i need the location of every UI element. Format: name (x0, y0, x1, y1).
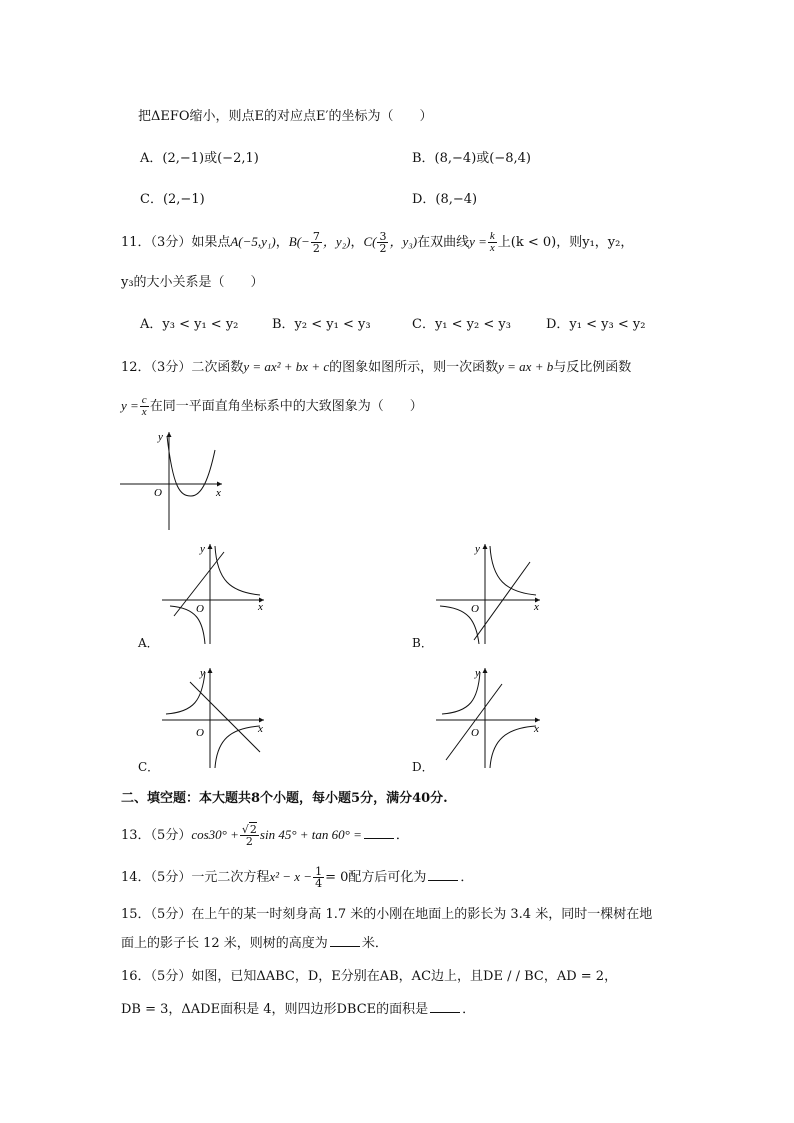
origin-label: O (196, 727, 204, 739)
q13-line (121, 824, 409, 847)
q13-post: ． (395, 828, 409, 843)
q11-point-a: A(−5,y₁) (230, 234, 276, 249)
q13-f2: sin 45° + tan 60° = (259, 827, 362, 842)
q12-graph-c (160, 664, 270, 772)
q11-line1 (121, 231, 633, 254)
q13-frac-den: 2 (245, 835, 253, 848)
section2-title: 二、填空题：本大题共8个小题，每小题5分，满分40分. (121, 791, 448, 806)
y-label: y (200, 667, 205, 679)
q12-line2 (121, 395, 423, 418)
x-label: x (258, 723, 263, 735)
x-label: x (216, 487, 221, 499)
q14-post: ． (460, 870, 474, 885)
q11-point-c-frac (377, 231, 388, 254)
q11-cond: 上(k < 0)，则y₁，y₂， (497, 235, 634, 250)
q11-point-c-post: ，y₃) (389, 234, 418, 249)
linear-line (446, 684, 502, 760)
q11-point-c-den: 2 (379, 242, 387, 255)
q12-line1-post: 与反比例函数 (553, 360, 632, 375)
q13-f1: cos30° + (191, 827, 239, 842)
y-label: y (475, 667, 480, 679)
q11-curve-num: k (489, 230, 495, 242)
hyperbola-branch-q4 (490, 726, 536, 768)
origin-label: O (196, 603, 204, 615)
q12-label-d[interactable]: D． (412, 760, 434, 774)
q10-stem: 把ΔEFO缩小，则点E的对应点E′的坐标为（ ） (138, 109, 433, 124)
y-label: y (158, 431, 163, 443)
q13-frac-num: √2 (241, 823, 257, 836)
y-axis-arrow (483, 544, 488, 549)
x-label: x (534, 601, 539, 613)
q11-on: 在双曲线 (417, 235, 470, 250)
q12-line1-pre: 12．（3分）二次函数 (121, 360, 244, 375)
q12-label-b[interactable]: B． (412, 636, 433, 650)
linear-line (190, 682, 260, 752)
q14-frac-den: 4 (315, 877, 323, 890)
q15-line2-post: 米． (361, 936, 388, 951)
q11-point-b-pre: B(− (288, 234, 310, 249)
q12-graph-b (434, 540, 546, 648)
q13-answer-blank[interactable] (364, 826, 394, 839)
q14-pre: 14．（5分）一元二次方程 (121, 870, 270, 885)
q15-line2 (121, 934, 388, 953)
q16-line2-pre: DB = 3，ΔADE面积是 4，则四边形DBCE的面积是 (121, 1002, 429, 1017)
q10-option-d[interactable]: D．(8,−4) (412, 192, 478, 207)
q11-option-d[interactable]: D．y₁ < y₃ < y₂ (546, 317, 646, 332)
q11-option-b[interactable]: B．y₂ < y₁ < y₃ (272, 317, 371, 332)
q13-frac (240, 824, 259, 847)
q12-graph-d (434, 664, 546, 772)
q11-option-a[interactable]: A．y₃ < y₁ < y₂ (140, 317, 239, 332)
q11-point-b-post: ，y₂) (322, 234, 351, 249)
origin-label: O (471, 603, 479, 615)
q12-inverse-pre: y = (121, 398, 139, 413)
y-axis-arrow (208, 544, 213, 549)
q12-inverse-frac (140, 395, 149, 418)
q11-curve-frac (488, 231, 497, 254)
q12-graph-a (160, 540, 270, 648)
q12-inverse-num: c (141, 394, 147, 406)
q12-linear: y = ax + b (498, 359, 554, 374)
q14-frac-num: 1 (315, 865, 323, 878)
q16-line1: 16．（5分）如图，已知ΔABC，D，E分别在AB，AC边上，且DE / / BC，AD = 2， (121, 969, 618, 984)
x-label: x (534, 723, 539, 735)
q12-inverse-den: x (141, 406, 147, 418)
q12-label-a[interactable]: A． (138, 636, 159, 650)
q10-option-c[interactable]: C．(2,−1) (140, 192, 205, 207)
q13-sqrt-radicand: 2 (249, 823, 257, 836)
q12-quadratic: y = ax² + bx + c (243, 359, 330, 374)
x-axis-arrow (217, 482, 222, 487)
q11-line2: y₃的大小关系是（ ） (121, 275, 264, 290)
q14-f2: = 0配方后可化为 (325, 870, 427, 885)
q11-sep1: ， (275, 235, 289, 250)
y-axis-arrow (208, 668, 213, 673)
q16-line2-post: ． (462, 1002, 476, 1017)
origin-label: O (154, 487, 162, 499)
q10-option-b[interactable]: B．(8,−4)或(−8,4) (412, 151, 531, 166)
q12-label-c[interactable]: C． (138, 760, 160, 774)
q16-line2 (121, 1000, 475, 1019)
q11-point-c-pre: C( (363, 234, 377, 249)
y-label: y (475, 543, 480, 555)
q12-line2-post: 在同一平面直角坐标系中的大致图象为（ ） (149, 399, 423, 414)
q11-number: 11．（3分）如果点 (121, 235, 231, 250)
q16-answer-blank[interactable] (430, 1000, 460, 1013)
x-label: x (258, 601, 263, 613)
q11-option-c[interactable]: C．y₁ < y₂ < y₃ (412, 317, 511, 332)
q12-line1 (121, 358, 631, 377)
parabola-curve (167, 436, 215, 496)
x-axis-arrow (535, 718, 540, 723)
origin-label: O (471, 727, 479, 739)
q14-frac (313, 866, 324, 889)
y-axis-arrow (483, 668, 488, 673)
hyperbola-branch-q1 (490, 546, 536, 595)
q15-line1: 15．（5分）在上午的某一时刻身高 1.7 米的小刚在地面上的影长为 3.4 米，同时一棵树在地 (121, 907, 653, 922)
q11-curve-pre: y = (469, 234, 487, 249)
hyperbola-branch-q4 (215, 726, 260, 768)
q15-answer-blank[interactable] (330, 934, 360, 947)
q15-line2-pre: 面上的影子长 12 米，则树的高度为 (121, 936, 328, 951)
q14-f1: x² − x − (269, 869, 313, 884)
x-axis-arrow (259, 718, 264, 723)
q11-point-b-num: 7 (312, 230, 320, 243)
q11-curve-den: x (489, 242, 495, 254)
q14-answer-blank[interactable] (428, 868, 458, 881)
hyperbola-branch-q1 (215, 546, 260, 595)
q11-point-b-frac (311, 231, 322, 254)
q11-point-b-den: 2 (312, 242, 320, 255)
y-label: y (200, 543, 205, 555)
q10-option-a[interactable]: A．(2,−1)或(−2,1) (140, 151, 259, 166)
q14-line (121, 866, 473, 889)
q12-parabola-graph (118, 428, 228, 533)
q13-pre: 13．（5分） (121, 828, 192, 843)
q12-line1-mid: 的图象如图所示，则一次函数 (329, 360, 499, 375)
q11-sep2: ， (350, 235, 364, 250)
q11-point-c-num: 3 (379, 230, 387, 243)
linear-line (474, 562, 530, 640)
